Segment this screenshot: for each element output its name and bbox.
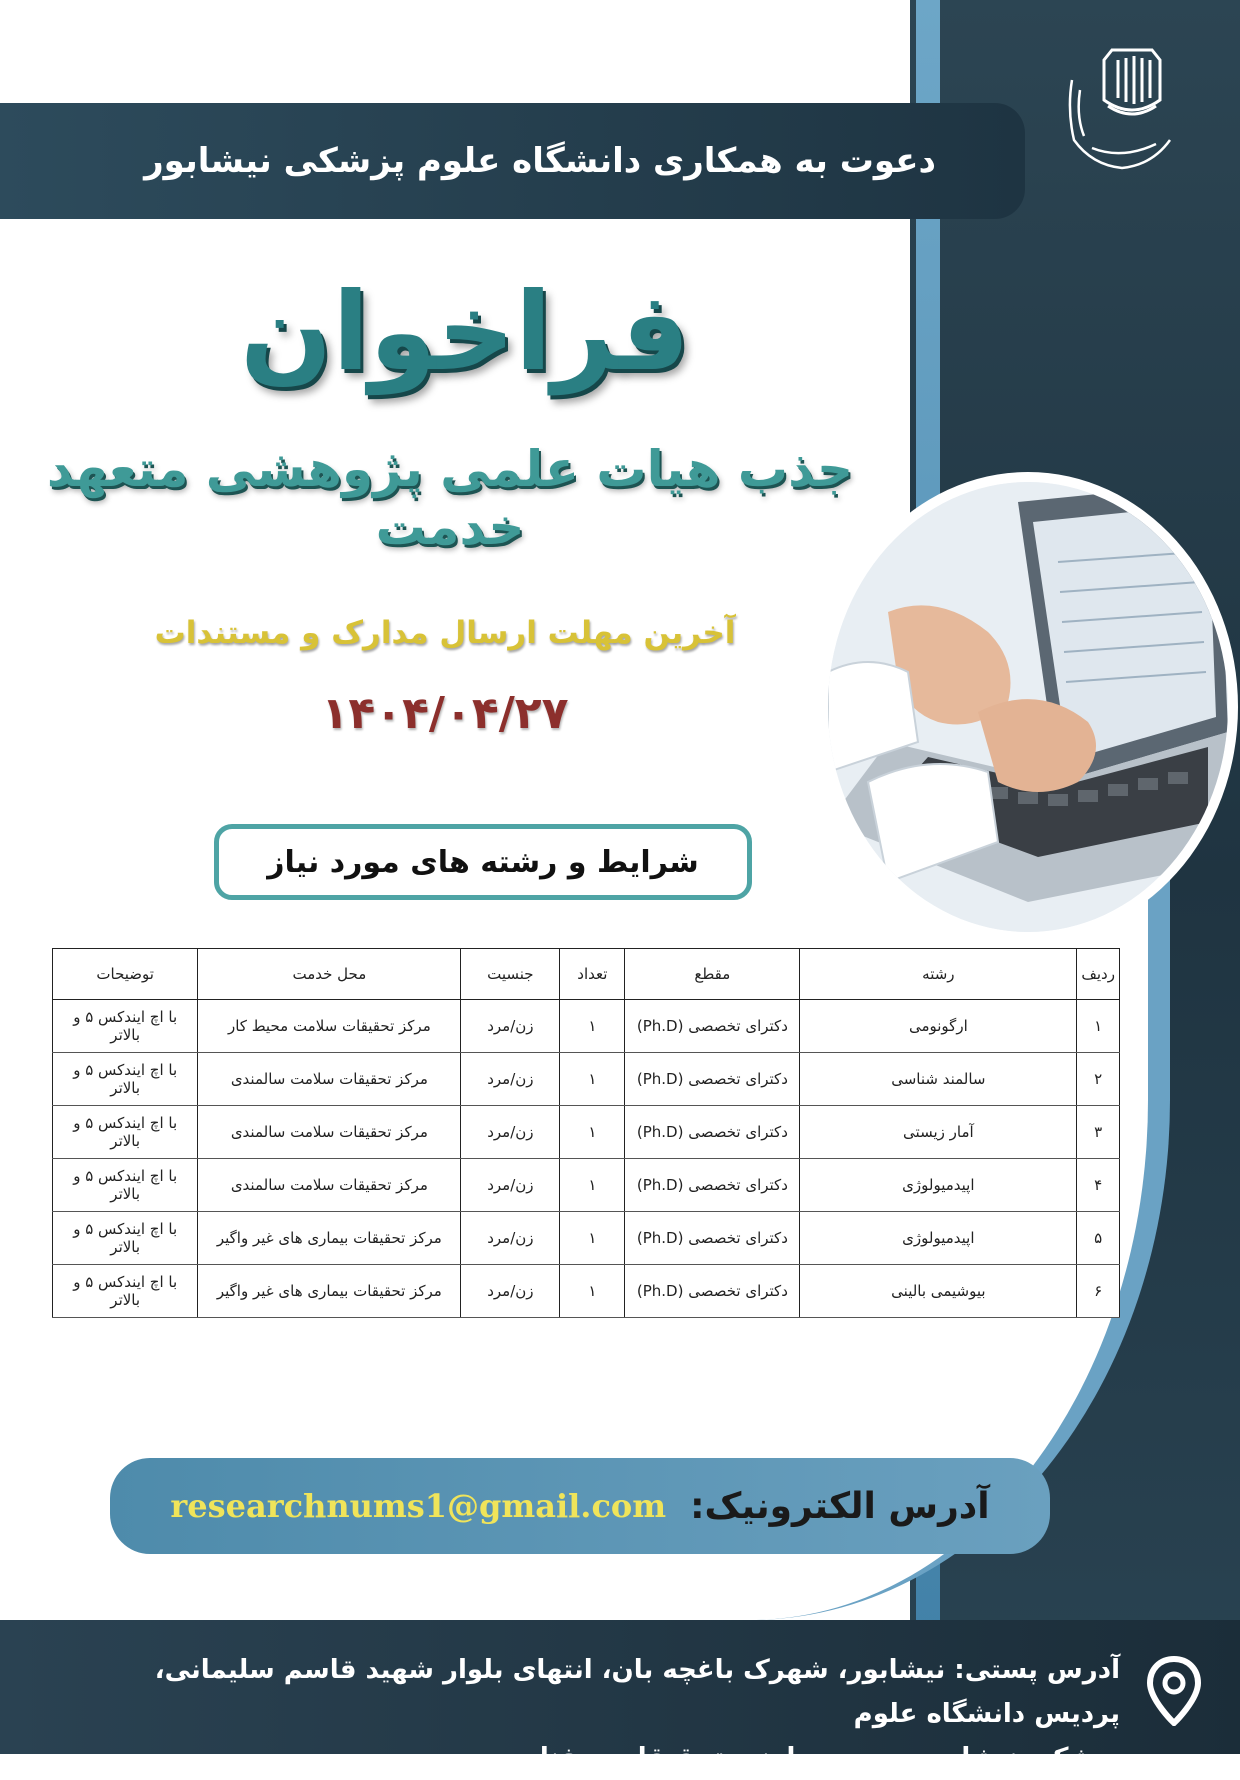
positions-table <box>52 948 1120 1318</box>
conditions-heading-box: شرایط و رشته های مورد نیاز <box>214 824 752 900</box>
cell-gender: زن/مرد <box>461 1212 560 1265</box>
cell-count: ۱ <box>560 1159 625 1212</box>
cell-row-number: ۱ <box>1077 1000 1120 1053</box>
cell-count: ۱ <box>560 1053 625 1106</box>
cell-location: مرکز تحقیقات بیماری های غیر واگیر <box>198 1265 461 1318</box>
address-line-2: پزشکی نیشابور، حوزه معاونت تحقیقات و فناوری <box>484 1743 1120 1773</box>
address-line-1: آدرس پستی: نیشابور، شهرک باغچه بان، انتهای بلوار شهید قاسم سلیمانی، پردیس دانشگاه علوم <box>154 1655 1120 1729</box>
cell-field: آمار زیستی <box>800 1106 1077 1159</box>
cell-notes: با اچ ایندکس ۵ و بالاتر <box>53 1106 198 1159</box>
cell-field: اپیدمیولوژی <box>800 1212 1077 1265</box>
table-row <box>53 1000 1120 1053</box>
table-row <box>53 1106 1120 1159</box>
cell-row-number: ۲ <box>1077 1053 1120 1106</box>
cell-location: مرکز تحقیقات سلامت سالمندی <box>198 1106 461 1159</box>
cell-location: مرکز تحقیقات بیماری های غیر واگیر <box>198 1212 461 1265</box>
cell-degree: دکترای تخصصی (Ph.D) <box>625 1053 800 1106</box>
cell-location: مرکز تحقیقات سلامت محیط کار <box>198 1000 461 1053</box>
deadline-date: ۱۴۰۴/۰۴/۲۷ <box>321 688 569 739</box>
sub-title: جذب هیات علمی پژوهشی متعهد خدمت <box>46 440 854 556</box>
col-header-count: تعداد <box>560 949 625 1000</box>
laptop-illustration <box>828 482 1228 932</box>
postal-address <box>60 1648 1120 1780</box>
table-header-row <box>53 949 1120 1000</box>
cell-row-number: ۴ <box>1077 1159 1120 1212</box>
cell-count: ۱ <box>560 1106 625 1159</box>
col-header-location: محل خدمت <box>198 949 461 1000</box>
cell-location: مرکز تحقیقات سلامت سالمندی <box>198 1053 461 1106</box>
col-header-row-number: ردیف <box>1077 949 1120 1000</box>
email-link[interactable]: researchnums1@gmail.com <box>170 1487 667 1525</box>
cell-row-number: ۶ <box>1077 1265 1120 1318</box>
cell-degree: دکترای تخصصی (Ph.D) <box>625 1212 800 1265</box>
main-title: فراخوان <box>240 270 690 395</box>
table-row <box>53 1159 1120 1212</box>
cell-gender: زن/مرد <box>461 1053 560 1106</box>
cell-gender: زن/مرد <box>461 1000 560 1053</box>
cell-notes: با اچ ایندکس ۵ و بالاتر <box>53 1212 198 1265</box>
footer-address-bar <box>0 1620 1240 1773</box>
cell-notes: با اچ ایندکس ۵ و بالاتر <box>53 1265 198 1318</box>
cell-field: اپیدمیولوژی <box>800 1159 1077 1212</box>
cell-field: سالمند شناسی <box>800 1053 1077 1106</box>
location-pin-icon <box>1146 1656 1202 1726</box>
deadline-label: آخرین مهلت ارسال مدارک و مستندات <box>154 615 736 651</box>
email-label: آدرس الکترونیک: <box>690 1485 990 1527</box>
cell-count: ۱ <box>560 1265 625 1318</box>
table-row <box>53 1212 1120 1265</box>
cell-gender: زن/مرد <box>461 1159 560 1212</box>
col-header-field: رشته <box>800 949 1077 1000</box>
cell-gender: زن/مرد <box>461 1265 560 1318</box>
cell-row-number: ۵ <box>1077 1212 1120 1265</box>
table-row <box>53 1265 1120 1318</box>
header-title: دعوت به همکاری دانشگاه علوم پزشکی نیشابور <box>144 141 936 181</box>
cell-field: ارگونومی <box>800 1000 1077 1053</box>
col-header-gender: جنسیت <box>461 949 560 1000</box>
cell-count: ۱ <box>560 1000 625 1053</box>
cell-row-number: ۳ <box>1077 1106 1120 1159</box>
cell-location: مرکز تحقیقات سلامت سالمندی <box>198 1159 461 1212</box>
col-header-notes: توضیحات <box>53 949 198 1000</box>
cell-notes: با اچ ایندکس ۵ و بالاتر <box>53 1053 198 1106</box>
cell-count: ۱ <box>560 1212 625 1265</box>
cell-degree: دکترای تخصصی (Ph.D) <box>625 1159 800 1212</box>
col-header-degree: مقطع <box>625 949 800 1000</box>
cell-degree: دکترای تخصصی (Ph.D) <box>625 1265 800 1318</box>
table-row <box>53 1053 1120 1106</box>
university-logo-icon <box>1052 40 1192 180</box>
laptop-typing-photo <box>818 472 1238 942</box>
cell-notes: با اچ ایندکس ۵ و بالاتر <box>53 1159 198 1212</box>
cell-field: بیوشیمی بالینی <box>800 1265 1077 1318</box>
header-bar <box>0 103 1025 219</box>
cell-degree: دکترای تخصصی (Ph.D) <box>625 1106 800 1159</box>
cell-gender: زن/مرد <box>461 1106 560 1159</box>
cell-notes: با اچ ایندکس ۵ و بالاتر <box>53 1000 198 1053</box>
cell-degree: دکترای تخصصی (Ph.D) <box>625 1000 800 1053</box>
email-bar <box>110 1458 1050 1554</box>
